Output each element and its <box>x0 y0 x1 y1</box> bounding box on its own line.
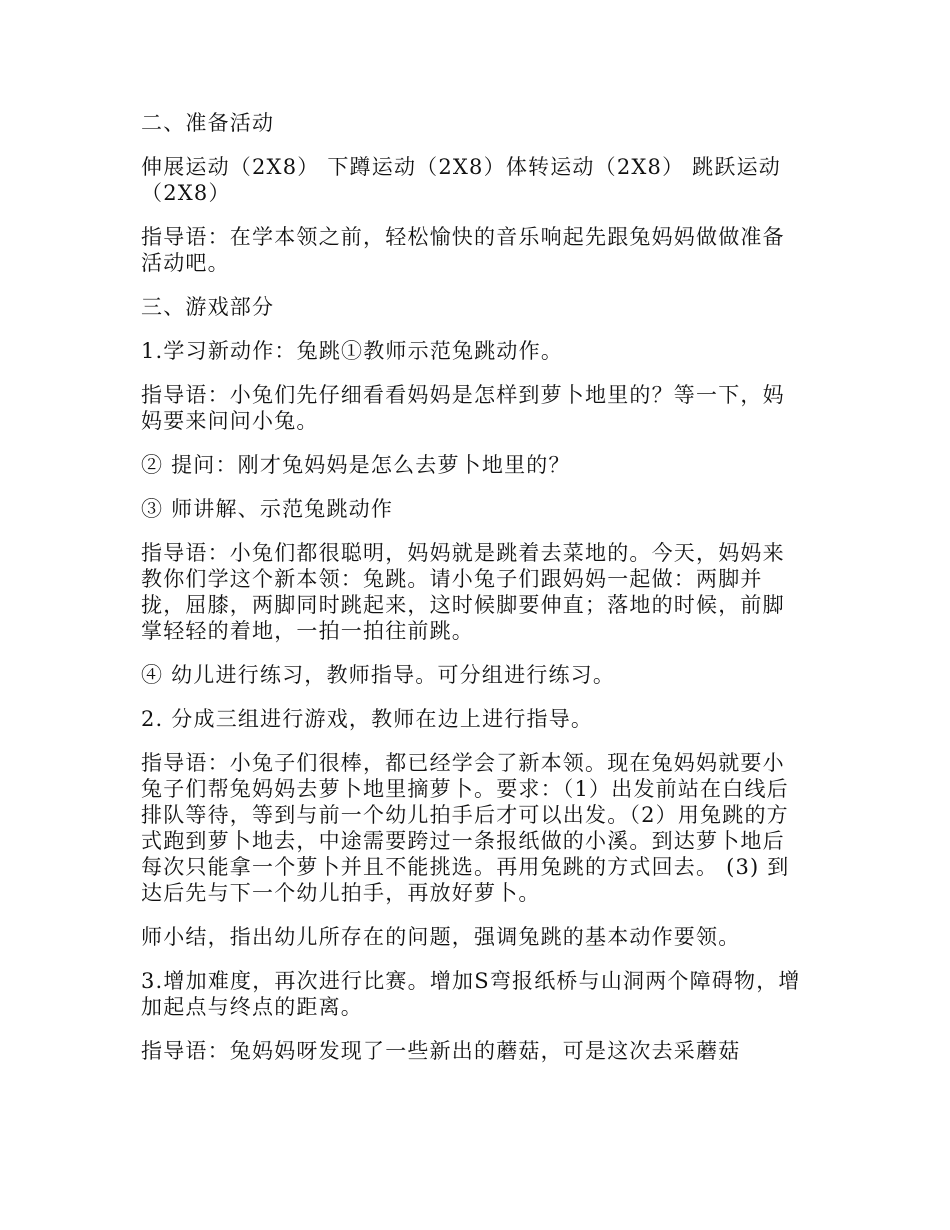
guidance-paragraph: 指导语：在学本领之前，轻松愉快的音乐响起先跟兔妈妈做做准备活动吧。 <box>141 225 785 275</box>
document-body <box>141 110 806 1082</box>
guidance-paragraph: 指导语：小兔们都很聪明，妈妈就是跳着去菜地的。今天，妈妈来教你们学这个新本领：兔跳。请小兔子们跟妈妈一起做：两脚并拢，屈膝，两脚同时跳起来，这时候脚要伸直；落地的时候，前脚掌轻轻的着地，一拍一拍往前跳。 <box>141 541 785 643</box>
step-question: ② 提问：刚才兔妈妈是怎么去萝卜地里的？ <box>141 453 571 477</box>
guidance-paragraph: 指导语：兔妈妈呀发现了一些新出的蘑菇，可是这次去采蘑菇 <box>141 1039 741 1063</box>
step-explain-demo: ③ 师讲解、示范兔跳动作 <box>141 497 394 521</box>
section-heading-preparation: 二、准备活动 <box>141 111 275 135</box>
section-heading-game: 三、游戏部分 <box>141 295 275 319</box>
step-group-game: 2. 分成三组进行游戏，教师在边上进行指导。 <box>141 707 594 731</box>
guidance-paragraph: 指导语：小兔们先仔细看看妈妈是怎样到萝卜地里的？等一下，妈妈要来问问小兔。 <box>141 383 785 433</box>
warmup-exercises: 伸展运动（2X8） 下蹲运动（2X8）体转运动（2X8） 跳跃运动（2X8） <box>141 155 781 205</box>
guidance-paragraph: 指导语：小兔子们很棒，都已经学会了新本领。现在兔妈妈就要小兔子们帮兔妈妈去萝卜地里摘萝卜。要求：（1）出发前站在白线后排队等待，等到与前一个幼儿拍手后才可以出发。（2）用兔跳的方式跑到萝卜地去，中途需要跨过一条报纸做的小溪。到达萝卜地后每次只能拿一个萝卜并且不能挑选。再用兔跳的方式回去。 (3) 到达后先与下一个幼儿拍手，再放好萝卜。 <box>141 751 790 905</box>
step-increase-difficulty: 3.增加难度，再次进行比赛。增加S弯报纸桥与山洞两个障碍物，增加起点与终点的距离。 <box>141 969 801 1019</box>
teacher-summary: 师小结，指出幼儿所存在的问题，强调兔跳的基本动作要领。 <box>141 925 741 949</box>
step-learn-new-action: 1.学习新动作：兔跳①教师示范兔跳动作。 <box>141 339 564 363</box>
step-practice: ④ 幼儿进行练习，教师指导。可分组进行练习。 <box>141 663 616 687</box>
